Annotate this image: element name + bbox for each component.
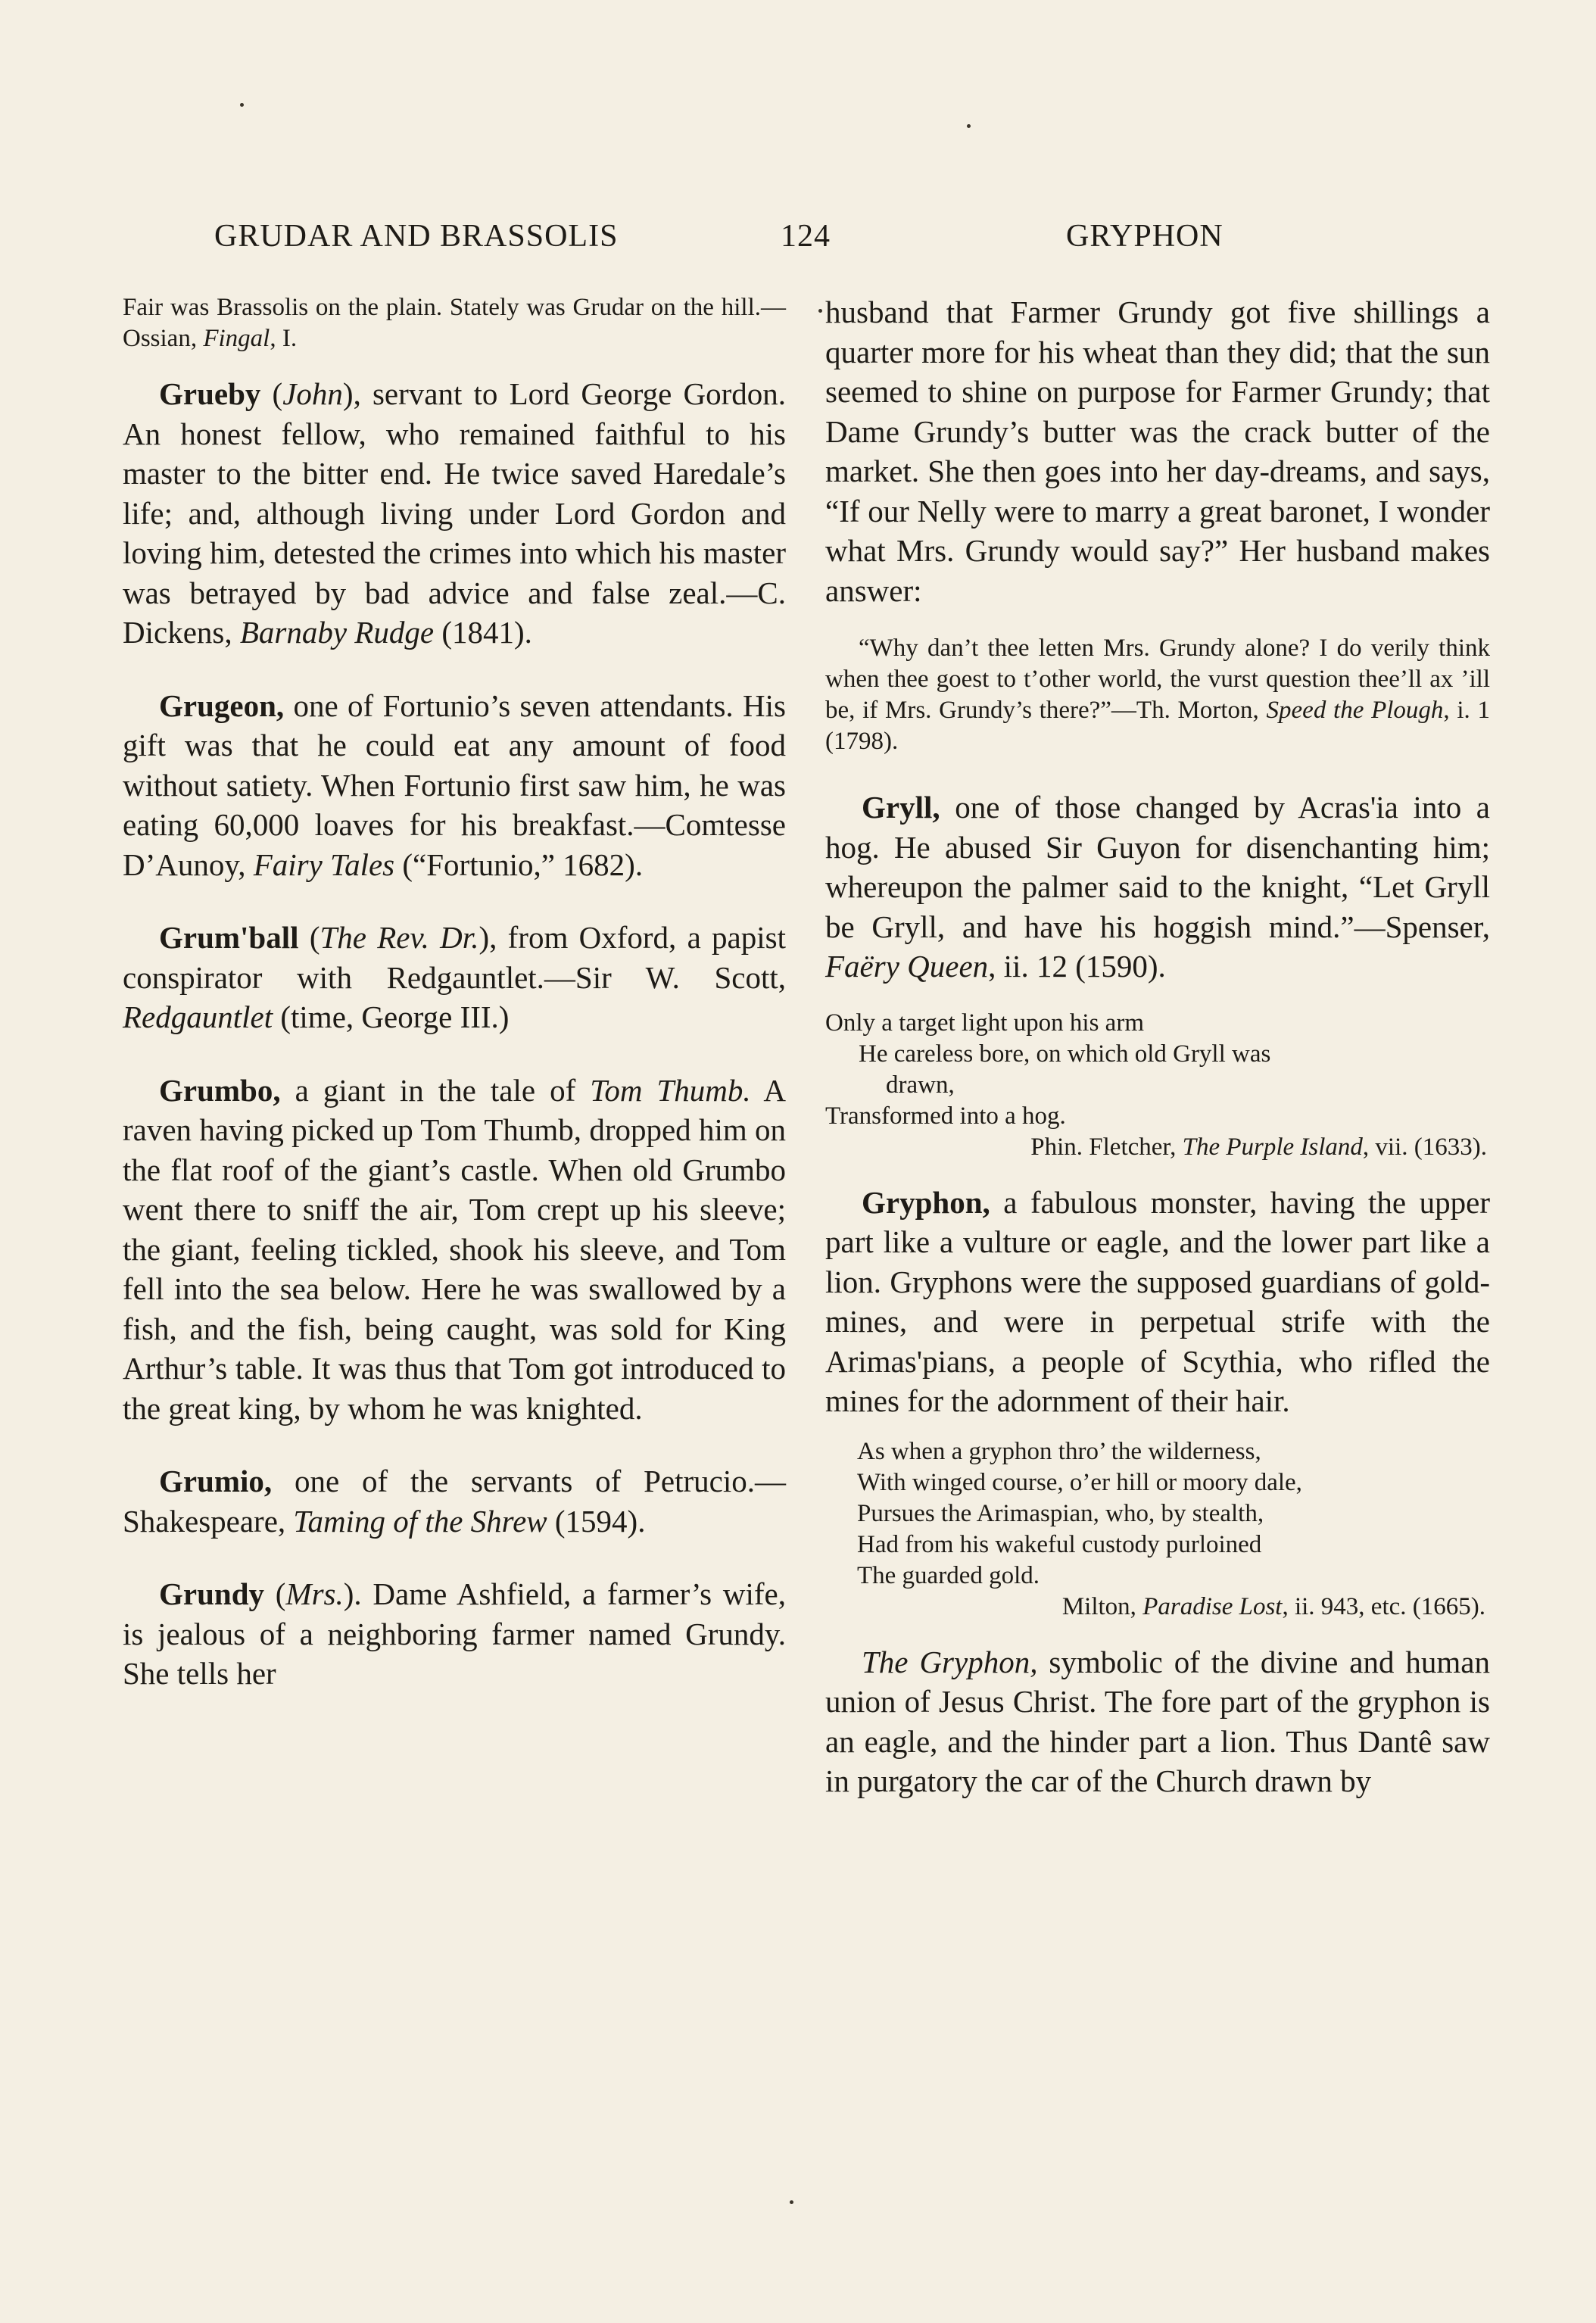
verse-line: He careless bore, on which old Gryll was <box>859 1040 1271 1068</box>
headword: Grumio, <box>159 1464 273 1498</box>
headword: Gryll, <box>862 790 940 825</box>
entry-grumball: Grum'ball (The Rev. Dr.), from Oxford, a papist conspirator with Redgauntlet.—Sir W. Scott, Redgauntlet (time, George III.) <box>123 920 786 1034</box>
entry-grumbo: Grumbo, a giant in the tale of Tom Thumb. A raven having picked up Tom Thumb, dropped him on the flat roof of the giant’s castle. When old Grumbo went there to sniff the air, Tom crept up his sleeve; the giant, feeling tickled, shook his sleeve, and Tom fell into the sea below. Here he was swallowed by a fish, and the fish, being caught, was sold for King Arthur’s table. It was thus that Tom got introduced to the great king, by whom he was knighted. <box>123 1072 786 1426</box>
grundy-quotation: “Why dan’t thee letten Mrs. Grundy alone? I do verily think when thee goest to t’other world, the vurst question thee’ll ax ’ill be, if Mrs. Grundy’s there?”—Th. Morton, Speed the Plough, i. 1 (1798). <box>825 635 1491 755</box>
headword: Grueby <box>159 376 261 411</box>
headword: Gryphon, <box>862 1184 990 1220</box>
headword: Grumbo, <box>159 1072 281 1108</box>
headword: Grum'ball <box>159 920 299 955</box>
paper-speck <box>818 309 822 313</box>
right-column <box>825 292 1490 1835</box>
entry-gryphon: Gryphon, a fabulous monster, having the upper part like a vulture or eagle, and the lower part like a lion. Gryphons were the supposed guardians of gold-mines, and were in perpetual strife with the Arimas'pians, a people of Scythia, who rifled the mines for the adornment of their hair. <box>825 1184 1490 1418</box>
page-number: 124 <box>781 219 831 254</box>
running-header <box>0 218 1596 256</box>
verse-attribution: Phin. Fletcher, The Purple Island, vii. (1633). <box>1030 1133 1487 1161</box>
verse-line: Had from his wakeful custody purloined <box>857 1530 1262 1558</box>
left-column <box>123 292 786 1727</box>
verse-line: drawn, <box>886 1071 955 1099</box>
header-right-guideword: GRYPHON <box>1066 219 1223 254</box>
gryphon-verse <box>825 1436 1490 1623</box>
verse-line: Only a target light upon his arm <box>825 1009 1144 1037</box>
paper-speck <box>967 124 971 128</box>
entry-grueby: Grueby (John), servant to Lord George Gordon. An honest fellow, who remained faithful to his master to the bitter end. He twice saved Haredale’s life; and, although living under Lord Gordon and loving him, detested the crimes into which his master was betrayed by bad advice and false zeal.—C. Dickens, Barnaby Rudge (1841). <box>123 376 786 650</box>
verse-attribution: Milton, Paradise Lost, ii. 943, etc. (1665). <box>1061 1592 1485 1620</box>
verse-line: With winged course, o’er hill or moory dale, <box>857 1468 1302 1496</box>
entry-grumio: Grumio, one of the servants of Petrucio.—Shakespeare, Taming of the Shrew (1594). <box>123 1464 786 1539</box>
entry-grugeon: Grugeon, one of Fortunio’s seven attendants. His gift was that he could eat any amount of food without satiety. When Fortunio first saw him, he was eating 60,000 loaves for his breakfast.—Comtesse D’Aunoy, Fairy Tales (“Fortunio,” 1682). <box>123 688 786 882</box>
headword: Grugeon, <box>159 688 285 723</box>
entry-gryphon-symbol: The Gryphon, symbolic of the divine and human union of Jesus Christ. The fore part of the gryphon is an eagle, and the hinder part a lion. Thus Dantê saw in purgatory the car of the Church drawn by <box>825 1644 1490 1798</box>
verse-line: As when a gryphon thro’ the wilderness, <box>857 1437 1261 1465</box>
entry-grundy: Grundy (Mrs.). Dame Ashfield, a farmer’s wife, is jealous of a neighboring farmer named Grundy. She tells her <box>123 1576 786 1691</box>
verse-line: Pursues the Arimaspian, who, by stealth, <box>857 1499 1264 1527</box>
entry-fragment-quote: Fair was Brassolis on the plain. Stately was Grudar on the hill.—Ossian, Fingal, I. <box>123 294 786 352</box>
entry-grundy-continued: husband that Farmer Grundy got five shillings a quarter more for his wheat than they did; that the sun seemed to shine on purpose for Farmer Grundy; that Dame Grundy’s butter was the crack butter of the market. She then goes into her day-dreams, and says, “If our Nelly were to marry a great baronet, I wonder what Mrs. Grundy would say?” Her husband makes answer: <box>825 295 1490 608</box>
paper-speck <box>240 103 244 107</box>
verse-line: The guarded gold. <box>857 1561 1040 1589</box>
headword: Grundy <box>159 1576 264 1611</box>
verse-line: Transformed into a hog. <box>825 1102 1066 1130</box>
header-left-guideword: GRUDAR AND BRASSOLIS <box>214 219 619 254</box>
entry-gryll: Gryll, one of those changed by Acras'ia into a hog. He abused Sir Guyon for disenchanting him; whereupon the palmer said to the knight, “Let Gryll be Gryll, and have his hoggish mind.”—Spenser, Faëry Queen, ii. 12 (1590). <box>825 790 1490 984</box>
gryll-verse <box>825 1008 1490 1163</box>
paper-speck <box>790 2200 793 2204</box>
